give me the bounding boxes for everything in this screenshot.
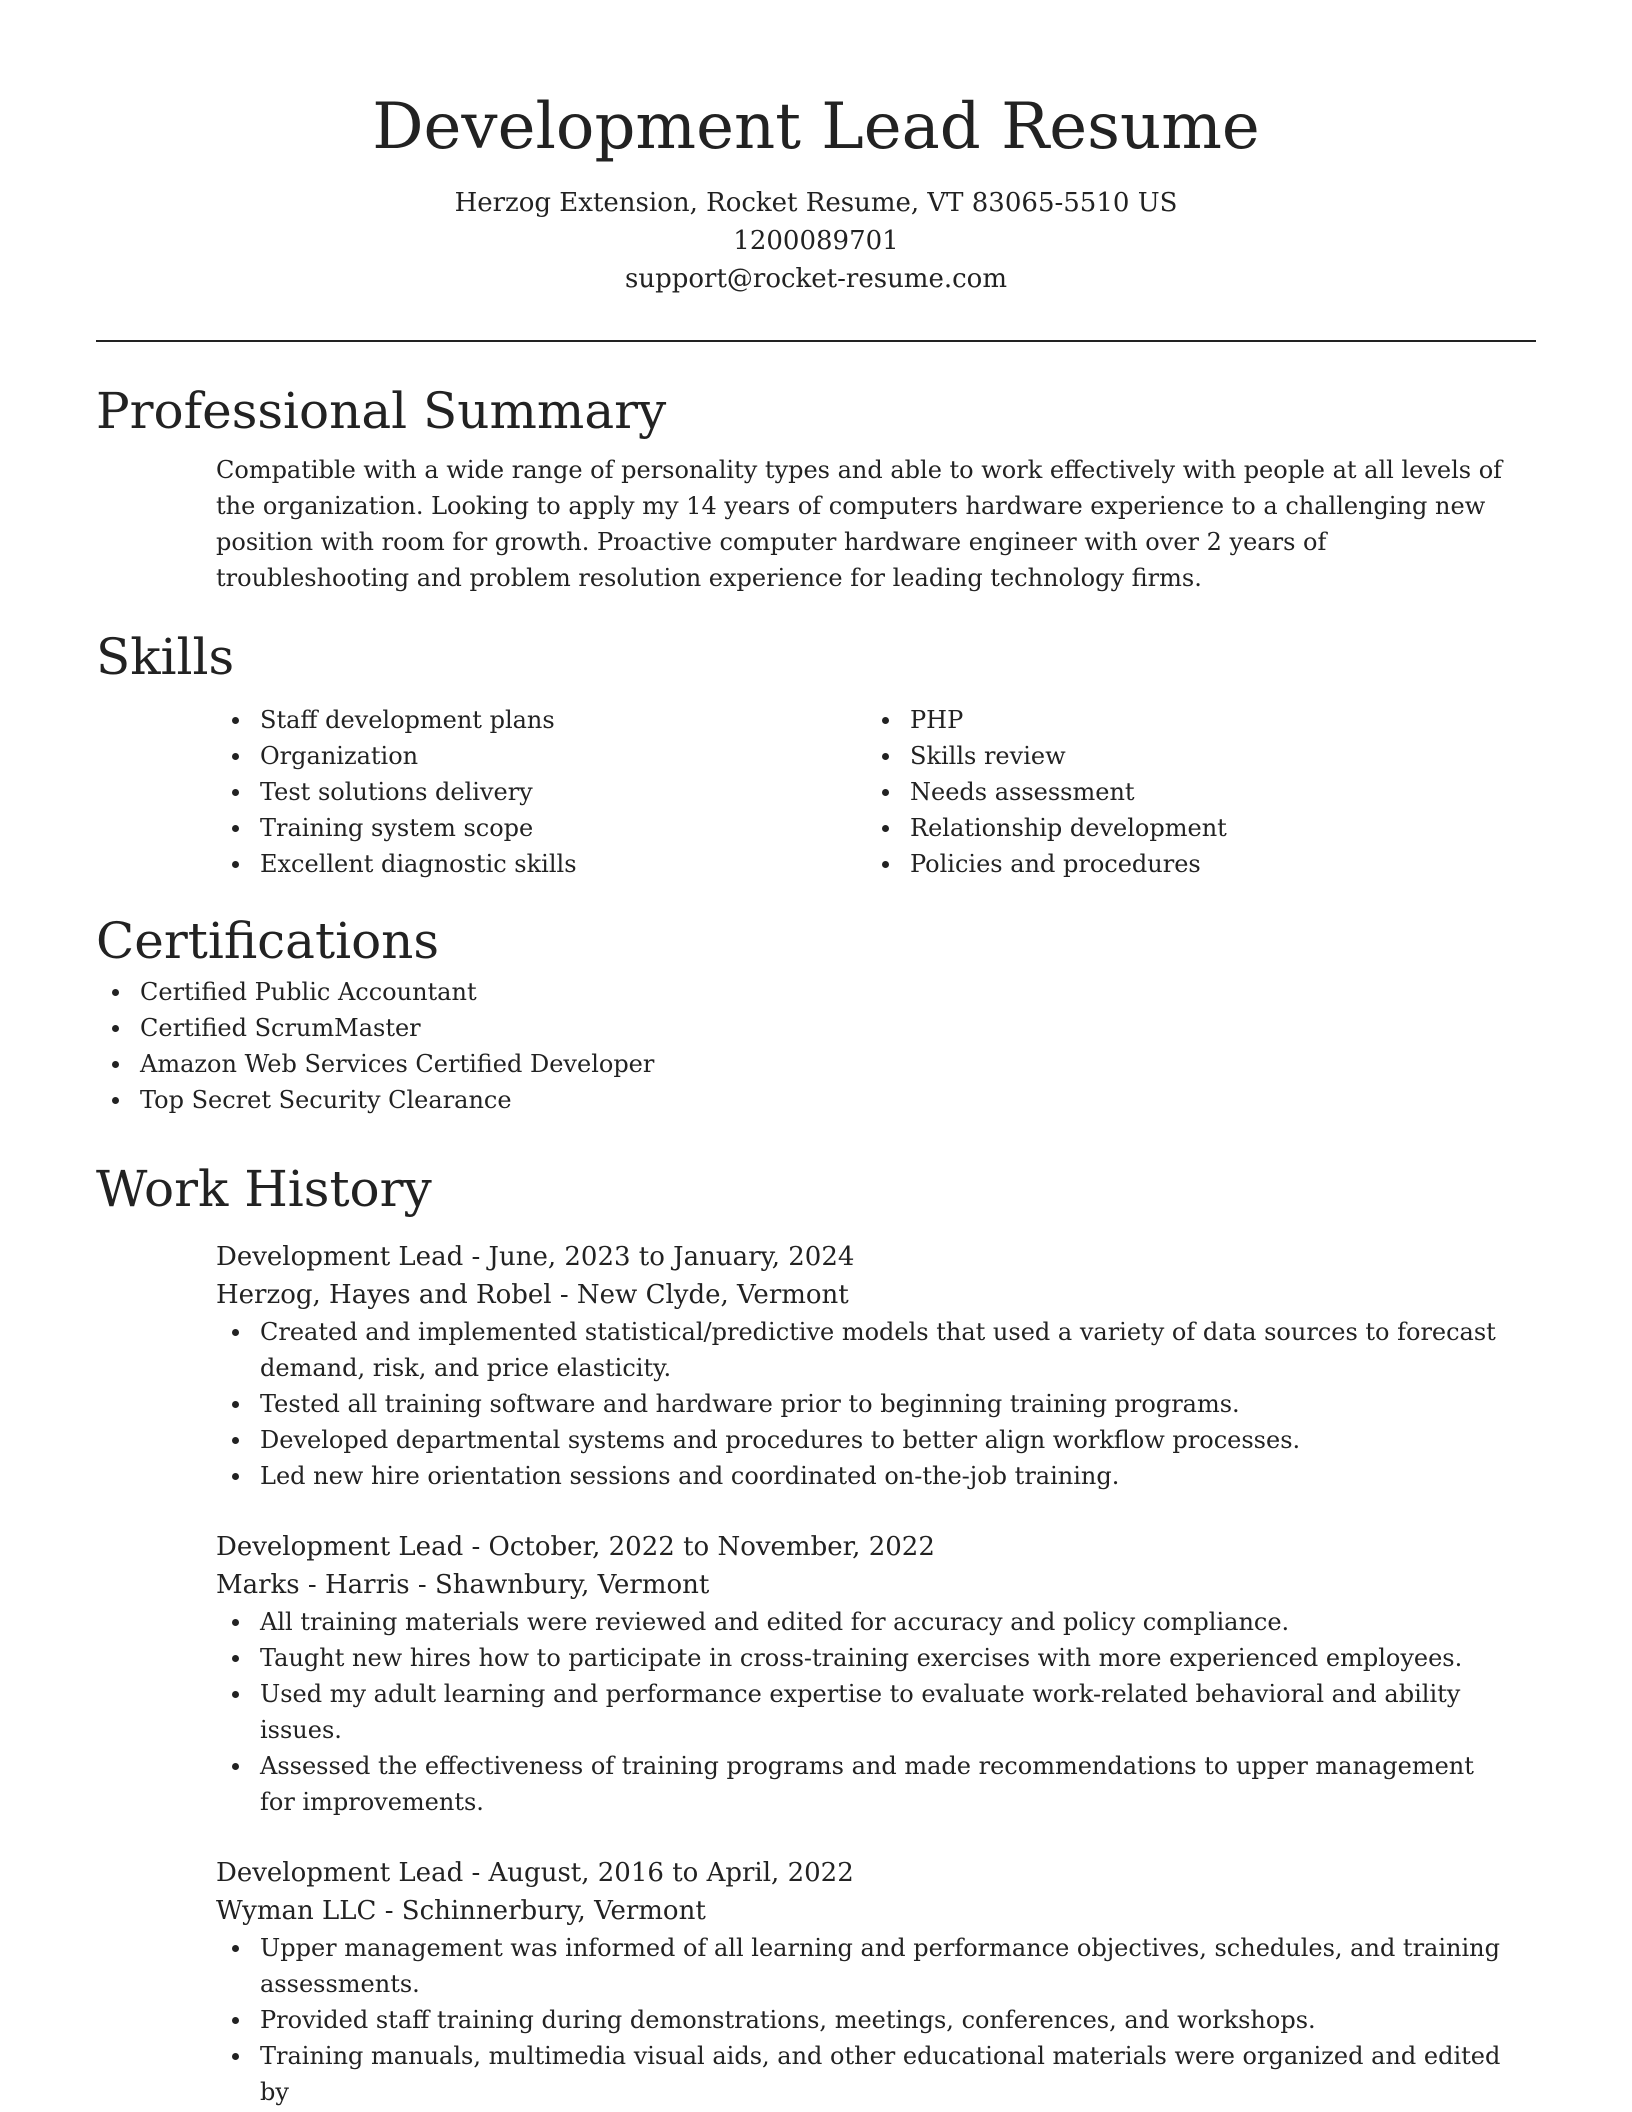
job-company: Marks - Harris: [216, 1570, 410, 1600]
job-title-line: [216, 1528, 1516, 1566]
job-company-line: [216, 1566, 1516, 1604]
job-company: Herzog, Hayes and Robel: [216, 1280, 552, 1310]
contact-info: [0, 184, 1632, 298]
certifications-section: [96, 908, 1536, 1118]
job-role: Development Lead: [216, 1242, 464, 1272]
job-location: - Schinnerbury, Vermont: [376, 1896, 706, 1926]
job-bullets: [216, 1314, 1516, 1494]
phone: 1200089701: [733, 226, 899, 256]
skills-section: [96, 624, 1536, 882]
job-bullet: Upper management was informed of all learning and performance objectives, schedules, and training assessments.: [216, 1930, 1516, 2002]
job-dates: - June, 2023 to January, 2024: [463, 1242, 855, 1272]
job-bullets: [216, 1604, 1516, 1820]
skills-columns: [216, 702, 1516, 882]
job-company: Wyman LLC: [216, 1896, 377, 1926]
job-company-line: [216, 1892, 1516, 1930]
skills-list-right: [866, 702, 1516, 882]
job-title-line: [216, 1238, 1516, 1276]
skill-item: PHP: [866, 702, 1516, 738]
job-role: Development Lead: [216, 1532, 464, 1562]
job-role: Development Lead: [216, 1858, 464, 1888]
skill-item: Staff development plans: [216, 702, 866, 738]
skill-item: Test solutions delivery: [216, 774, 866, 810]
job-bullet: Provided staff training during demonstrations, meetings, conferences, and workshops.: [216, 2002, 1516, 2038]
job-bullet: Created and implemented statistical/predictive models that used a variety of data sources to forecast demand, risk, and price elasticity.: [216, 1314, 1516, 1386]
job-location: - Shawnbury, Vermont: [409, 1570, 710, 1600]
address: Herzog Extension, Rocket Resume, VT 83065-5510 US: [454, 188, 1178, 218]
certification-item: Certified ScrumMaster: [96, 1010, 1396, 1046]
job-bullet: Tested all training software and hardware prior to beginning training programs.: [216, 1386, 1516, 1422]
skills-heading: Skills: [96, 628, 235, 686]
resume-header: [0, 0, 1632, 298]
skill-item: Training system scope: [216, 810, 866, 846]
work-history-heading: Work History: [96, 1160, 432, 1218]
job-entry: [216, 1528, 1516, 1820]
work-history-section: [96, 1156, 1536, 2110]
job-bullet: Training manuals, multimedia visual aids, and other educational materials were organized and edited by: [216, 2038, 1516, 2110]
summary-section: [96, 378, 1536, 596]
certification-item: Certified Public Accountant: [96, 974, 1396, 1010]
job-dates: - October, 2022 to November, 2022: [463, 1532, 935, 1562]
resume-title: Development Lead Resume: [372, 90, 1260, 164]
job-bullet: Used my adult learning and performance expertise to evaluate work-related behavioral and ability issues.: [216, 1676, 1516, 1748]
summary-heading: Professional Summary: [96, 382, 667, 440]
skill-item: Organization: [216, 738, 866, 774]
job-dates: - August, 2016 to April, 2022: [463, 1858, 854, 1888]
job-title-line: [216, 1854, 1516, 1892]
job-bullet: Taught new hires how to participate in cross-training exercises with more experienced employees.: [216, 1640, 1516, 1676]
header-divider: [96, 340, 1536, 342]
skill-item: Policies and procedures: [866, 846, 1516, 882]
certification-item: Top Secret Security Clearance: [96, 1082, 1396, 1118]
skills-list-left: [216, 702, 866, 882]
job-location: - New Clyde, Vermont: [551, 1280, 849, 1310]
job-bullet: All training materials were reviewed and edited for accuracy and policy compliance.: [216, 1604, 1516, 1640]
job-bullet: Developed departmental systems and procedures to better align workflow processes.: [216, 1422, 1516, 1458]
job-entry: [216, 1854, 1516, 2110]
job-company-line: [216, 1276, 1516, 1314]
email: support@rocket-resume.com: [624, 264, 1007, 294]
job-entry: [216, 1238, 1516, 1494]
job-bullet: Led new hire orientation sessions and coordinated on-the-job training.: [216, 1458, 1516, 1494]
skill-item: Relationship development: [866, 810, 1516, 846]
job-bullet: Assessed the effectiveness of training programs and made recommendations to upper management for improvements.: [216, 1748, 1516, 1820]
summary-text: Compatible with a wide range of personality types and able to work effectively with people at all levels of the organization. Looking to apply my 14 years of computers hardware experience to a challenging new position with room for growth. Proactive computer hardware engineer with over 2 years of troubleshooting and problem resolution experience for leading technology firms.: [216, 456, 1503, 592]
certifications-list: [96, 974, 1396, 1118]
job-bullets: [216, 1930, 1516, 2110]
skill-item: Needs assessment: [866, 774, 1516, 810]
certifications-heading: Certifications: [96, 912, 440, 970]
skill-item: Skills review: [866, 738, 1516, 774]
skill-item: Excellent diagnostic skills: [216, 846, 866, 882]
certification-item: Amazon Web Services Certified Developer: [96, 1046, 1396, 1082]
